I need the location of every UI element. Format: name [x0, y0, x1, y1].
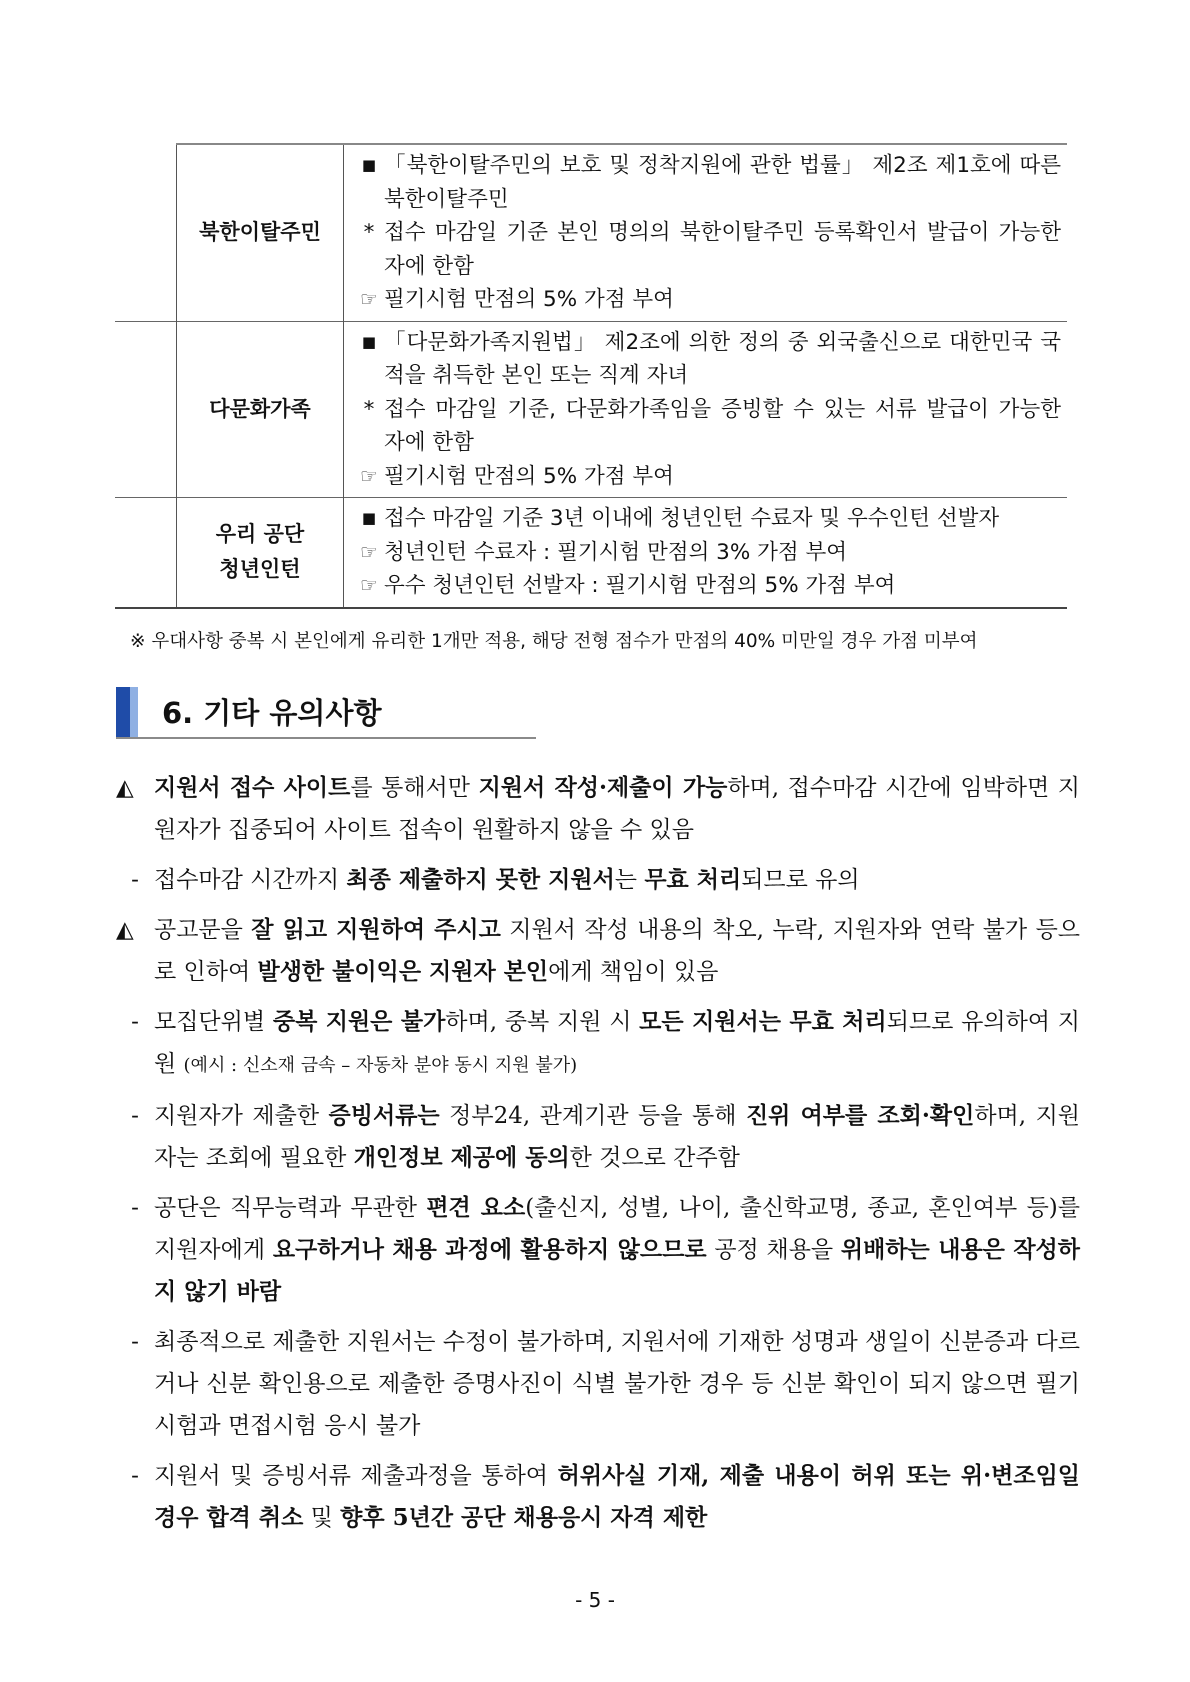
description-item: [354, 502, 1061, 536]
category-label: 다문화가족: [209, 396, 311, 421]
notice-text: [154, 859, 1080, 901]
notice-text: [154, 767, 1080, 851]
plain-text: 에게 책임이 있음: [548, 959, 719, 985]
plain-text: 정부24, 관계기관 등을 통해: [439, 1103, 746, 1129]
square-bullet-icon: ■: [361, 332, 377, 351]
main-notice: [116, 909, 1080, 993]
table-row: [115, 144, 1067, 321]
emphasis-text: 발생한 불이익은 지원자 본인: [257, 958, 549, 985]
plain-text: 최종적으로 제출한 지원서는 수정이 불가하며, 지원서에 기재한 성명과 생일이 신분증과 다르거나 신분 확인용으로 제출한 증명사진이 식별 불가한 경우 등 신분 확인이 되지 않으면 필기시험과 면접시험 응시 불가: [154, 1329, 1080, 1439]
square-bullet-icon: ■: [361, 156, 377, 174]
description-text: 청년인턴 수료자 : 필기시험 만점의 3% 가점 부여: [384, 539, 848, 565]
sub-notice: [116, 1001, 1080, 1087]
dash-marker: -: [131, 867, 139, 893]
description-cell: [344, 498, 1068, 608]
emphasis-text: 지원서 접수 사이트: [154, 774, 351, 801]
plain-text: 하며, 접수마감 시간에 임박하면 지원자가 집중되어 사이트 접속이 원활하지 않을 수 있음: [154, 775, 1081, 843]
emphasis-text: 증빙서류는: [328, 1102, 440, 1129]
sub-notice: [116, 1095, 1080, 1179]
description-text: 필기시험 만점의 5% 가점 부여: [384, 287, 674, 312]
square-bullet-icon: ■: [361, 509, 377, 527]
asterisk-marker: *: [363, 220, 375, 245]
plain-text: 및: [303, 1505, 341, 1531]
notice-text: [154, 1187, 1080, 1313]
description-item: [354, 216, 1061, 283]
plain-text: 되므로 유의하여 지원: [154, 1009, 1080, 1077]
emphasis-text: 위배하는 내용은 작성하지 않기 바람: [154, 1236, 1080, 1305]
preference-table: [115, 143, 1067, 609]
dash-marker: -: [131, 1103, 139, 1129]
description-item: [354, 460, 1061, 494]
emphasis-text: 모든 지원서는 무효 처리: [639, 1008, 887, 1035]
category-label: 청년인턴: [219, 557, 301, 582]
table-blank-cell: [115, 321, 177, 498]
emphasis-text: 중복 지원은 불가: [272, 1008, 446, 1035]
emphasis-text: 지원서 작성·제출이 가능: [478, 774, 728, 801]
description-item: [354, 393, 1061, 460]
sub-notice: [116, 1187, 1080, 1313]
description-item: [354, 283, 1061, 317]
emphasis-text: 허위사실 기재, 제출 내용이 허위 또는 위·변조임일 경우 합격 취소: [154, 1462, 1081, 1531]
plain-text: 접수마감 시간까지: [154, 867, 347, 893]
sub-notice: [116, 859, 1080, 901]
category-cell: [177, 498, 344, 608]
section-title: 6. 기타 유의사항: [162, 696, 382, 730]
plain-text: 지원서 및 증빙서류 제출과정을 통하여: [154, 1463, 558, 1489]
dash-marker: -: [131, 1463, 139, 1489]
emphasis-text: 요구하거나 채용 과정에 활용하지 않으므로: [272, 1236, 707, 1263]
notice-list: [116, 767, 1080, 1539]
plain-text: 하며, 지원자는 조회에 필요한: [154, 1103, 1081, 1171]
plain-text: (예시 : 신소재 금속 – 자동차 분야 동시 지원 불가): [183, 1055, 578, 1076]
plain-text: 지원자가 제출한: [154, 1103, 329, 1129]
notice-text: [154, 1095, 1080, 1179]
sub-notice: [116, 1455, 1080, 1539]
table-blank-cell: [115, 144, 177, 321]
main-notice: [116, 767, 1080, 851]
emphasis-text: 개인정보 제공에 동의: [353, 1144, 570, 1171]
dash-marker: -: [131, 1329, 139, 1355]
plain-text: (출신지, 성별, 나이, 출신학교명, 종교, 혼인여부 등)를 지원자에게: [154, 1195, 1080, 1263]
description-item: [354, 569, 1061, 603]
emphasis-text: 편견 요소: [426, 1194, 526, 1221]
page-number: - 5 -: [575, 1588, 615, 1612]
category-label: 우리 공단: [215, 522, 305, 547]
sub-notice: [116, 1321, 1080, 1447]
dash-marker: -: [131, 1009, 139, 1035]
pointing-hand-icon: ☞: [360, 463, 378, 488]
emphasis-text: 최종 제출하지 못한 지원서: [346, 866, 615, 893]
notice-text: [154, 909, 1080, 993]
plain-text: 를 통해서만: [350, 775, 479, 801]
emphasis-text: 진위 여부를 조회·확인: [745, 1102, 975, 1129]
triangle-bullet-icon: ◭: [116, 775, 134, 801]
description-text: 「북한이탈주민의 보호 및 정착지원에 관한 법률」 제2조 제1호에 따른 북한이탈주민: [384, 153, 1061, 212]
description-text: 필기시험 만점의 5% 가점 부여: [384, 463, 674, 489]
pointing-hand-icon: ☞: [360, 287, 378, 311]
asterisk-marker: *: [363, 396, 375, 422]
description-item: [354, 149, 1061, 216]
dash-marker: -: [131, 1195, 139, 1221]
plain-text: 모집단위별: [154, 1009, 273, 1035]
table-row: [115, 498, 1067, 608]
pointing-hand-icon: ☞: [360, 573, 378, 597]
description-cell: [344, 144, 1068, 321]
emphasis-text: 잘 읽고 지원하여 주시고: [251, 916, 501, 943]
plain-text: 공고문을: [154, 917, 252, 943]
emphasis-text: 향후 5년간 공단 채용응시 자격 제한: [340, 1504, 708, 1531]
pointing-hand-icon: ☞: [360, 539, 378, 564]
category-cell: [177, 144, 344, 321]
plain-text: 하며, 중복 지원 시: [445, 1009, 640, 1035]
heading-bar-dark: [116, 687, 130, 737]
notice-text: [154, 1455, 1080, 1539]
description-item: [354, 536, 1061, 570]
table-footnote: ※ 우대사항 중복 시 본인에게 유리한 1개만 적용, 해당 전형 점수가 만점의 40% 미만일 경우 가점 미부여: [130, 631, 978, 652]
heading-underline: [116, 737, 536, 739]
category-cell: [177, 321, 344, 498]
description-item: [354, 326, 1061, 393]
plain-text: 공단은 직무능력과 무관한: [154, 1195, 427, 1221]
table-row: [115, 321, 1067, 498]
description-text: 접수 마감일 기준 본인 명의의 북한이탈주민 등록확인서 발급이 가능한 자에 한함: [384, 220, 1061, 279]
notice-text: [154, 1321, 1080, 1447]
table-blank-cell: [115, 498, 177, 608]
category-label: 북한이탈주민: [199, 220, 321, 245]
plain-text: 한 것으로 간주함: [569, 1145, 740, 1171]
emphasis-text: 무효 처리: [644, 866, 742, 893]
section-heading: [116, 687, 536, 739]
description-cell: [344, 321, 1068, 498]
plain-text: 는: [614, 867, 645, 893]
plain-text: 공정 채용을: [706, 1237, 841, 1263]
plain-text: 되므로 유의: [741, 867, 860, 893]
description-text: 접수 마감일 기준 3년 이내에 청년인턴 수료자 및 우수인턴 선발자: [384, 506, 1000, 531]
description-text: 우수 청년인턴 선발자 : 필기시험 만점의 5% 가점 부여: [384, 573, 896, 598]
description-text: 「다문화가족지원법」 제2조에 의한 정의 중 외국출신으로 대한민국 국적을 취득한 본인 또는 직계 자녀: [384, 329, 1061, 388]
heading-bar-light: [130, 687, 138, 737]
description-text: 접수 마감일 기준, 다문화가족임을 증빙할 수 있는 서류 발급이 가능한 자에 한함: [384, 396, 1061, 455]
plain-text: 지원서 작성 내용의 착오, 누락, 지원자와 연락 불가 등으로 인하여: [154, 917, 1081, 985]
triangle-bullet-icon: ◭: [116, 917, 134, 943]
notice-text: [154, 1001, 1080, 1087]
